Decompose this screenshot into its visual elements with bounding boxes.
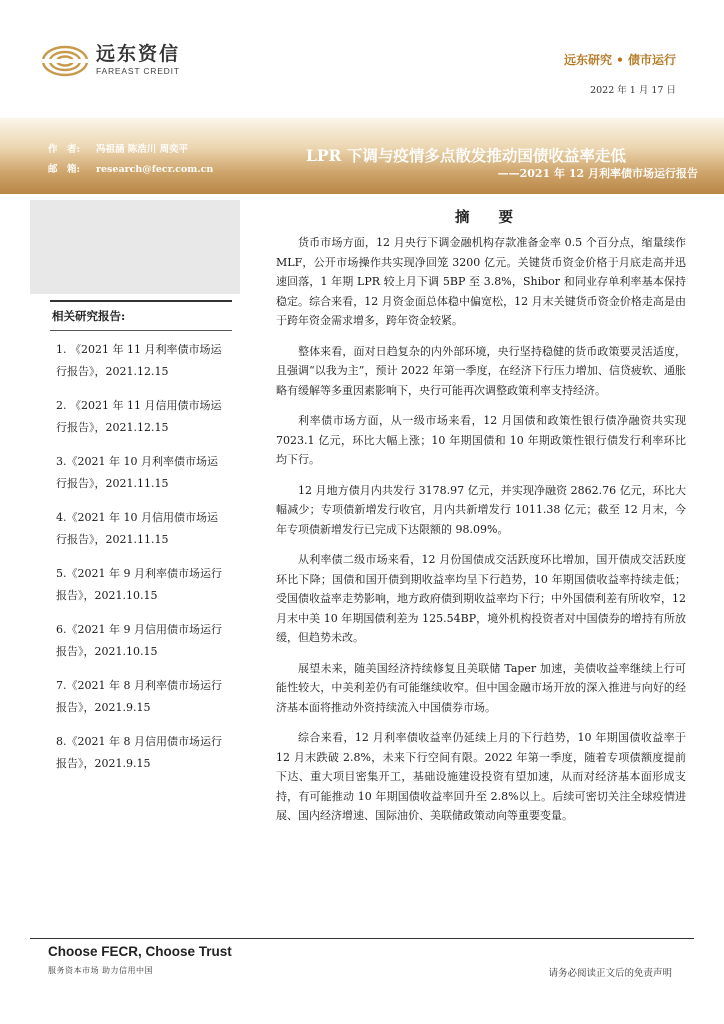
report-title: LPR 下调与疫情多点散发推动国债收益率走低	[306, 146, 626, 165]
related-report-item[interactable]: 7.《2021 年 8 月利率债市场运行报告》，2021.9.15	[56, 679, 222, 714]
related-report-item[interactable]: 3.《2021 年 10 月利率债市场运行报告》，2021.11.15	[56, 455, 218, 490]
author-names: 冯祖涵 陈浩川 周奕平	[96, 144, 189, 155]
footer-slogan-english: Choose FECR, Choose Trust	[48, 944, 232, 959]
author-block	[48, 140, 213, 180]
author-label: 作 者:	[48, 144, 81, 155]
footer-disclaimer: 请务必阅读正文后的免责声明	[548, 968, 672, 979]
summary-section	[276, 206, 686, 837]
footer-divider	[30, 938, 694, 939]
summary-paragraph: 整体来看，面对日趋复杂的内外部环境，央行坚持稳健的货币政策要灵活适度，且强调“以我为主”，预计 2022 年第一季度，在经济下行压力增加、信贷疲软、通胀略有缓解等多重因素影响下，央行可能再次调整政策利率支持经济。	[276, 344, 686, 397]
summary-paragraph: 12 月地方债月内共发行 3178.97 亿元，并实现净融资 2862.76 亿元，环比大幅减少；专项债新增发行收官，月内共新增发行 1011.38 亿元；截至 12 月末，今年专项债新增发行已完成下达限额的 98.09%。	[276, 483, 686, 536]
sidebar-grey-box	[30, 200, 240, 294]
summary-paragraph: 货币市场方面，12 月央行下调金融机构存款准备金率 0.5 个百分点，缩量续作 MLF，公开市场操作共实现净回笼 3200 亿元。关键货币资金价格于月底走高并迅速回落，1 年期 LPR 较上月下调 5BP 至 3.8%，Shibor 和同业存单利率基本保持稳定。综合来看，12 月资金面总体稳中偏宽松，12 月末关键货币资金价格走高是由于跨年资金需求增多，跨年资金较紧。	[276, 236, 686, 327]
logo-english-name: FAREAST CREDIT	[96, 66, 180, 76]
related-report-item[interactable]: 4.《2021 年 10 月信用债市场运行报告》，2021.11.15	[56, 511, 218, 546]
related-report-item[interactable]: 1. 《2021 年 11 月利率债市场运行报告》，2021.12.15	[56, 343, 222, 378]
fareast-logo-icon	[40, 40, 90, 80]
summary-paragraph: 从利率债二级市场来看，12 月份国债成交活跃度环比增加，国开债成交活跃度环比下降；国债和国开债到期收益率均呈下行趋势，10 年期国债收益率持续走低；受国债收益率走势影响，地方政府债到期收益率均下行；中外国债利差有所收窄，12 月末中美 10 年期国债利差为 125.54BP，境外机构投资者对中国债券的增持有所放缓，但趋势未改。	[276, 553, 686, 644]
summary-paragraph: 展望未来，随美国经济持续修复且美联储 Taper 加速，美债收益率继续上行可能性较大，中美利差仍有可能继续收窄。但中国金融市场开放的深入推进与向好的经济基本面将推动外资持续流入中国债券市场。	[276, 661, 686, 714]
related-report-item[interactable]: 8.《2021 年 8 月信用债市场运行报告》，2021.9.15	[56, 735, 222, 770]
related-reports-sidebar	[40, 300, 236, 787]
related-report-item[interactable]: 6.《2021 年 9 月信用债市场运行报告》，2021.10.15	[56, 623, 222, 658]
related-report-item[interactable]: 5.《2021 年 9 月利率债市场运行报告》，2021.10.15	[56, 567, 222, 602]
related-reports-heading: 相关研究报告:	[52, 309, 126, 323]
author-email[interactable]: research@fecr.com.cn	[96, 164, 214, 175]
summary-heading: 摘 要	[454, 209, 526, 226]
related-reports-list	[40, 339, 236, 775]
report-subtitle: ——2021 年 12 月利率债市场运行报告	[497, 167, 698, 180]
footer-slogan-chinese: 服务资本市场 助力信用中国	[48, 966, 154, 975]
logo-chinese-name: 远东资信	[96, 43, 181, 65]
email-label: 邮 箱:	[48, 164, 81, 175]
report-series-tagline: 远东研究 • 债市运行	[563, 53, 676, 67]
summary-paragraph: 综合来看，12 月利率债收益率仍延续上月的下行趋势，10 年期国债收益率于 12 月末跌破 2.8%，未来下行空间有限。2022 年第一季度，随着专项债额度提前下达、重大项目密集开工，基础设施建设投资有望加速，从而对经济基本面形成支持，有可能推动 10 年期国债收益率回升至 2.8%以上。后续可密切关注全球疫情进展、国内经济增速、国际油价、美联储政策动向等重要变量。	[276, 731, 686, 822]
report-date: 2022 年 1 月 17 日	[590, 85, 676, 96]
sidebar-divider	[50, 330, 232, 331]
company-logo	[40, 40, 180, 80]
related-report-item[interactable]: 2. 《2021 年 11 月信用债市场运行报告》，2021.12.15	[56, 399, 222, 434]
summary-paragraph: 利率债市场方面，从一级市场来看，12 月国债和政策性银行债净融资共实现 7023.1 亿元，环比大幅上涨；10 年期国债和 10 年期政策性银行债发行利率环比均下行。	[276, 414, 686, 466]
sidebar-divider	[50, 300, 232, 302]
